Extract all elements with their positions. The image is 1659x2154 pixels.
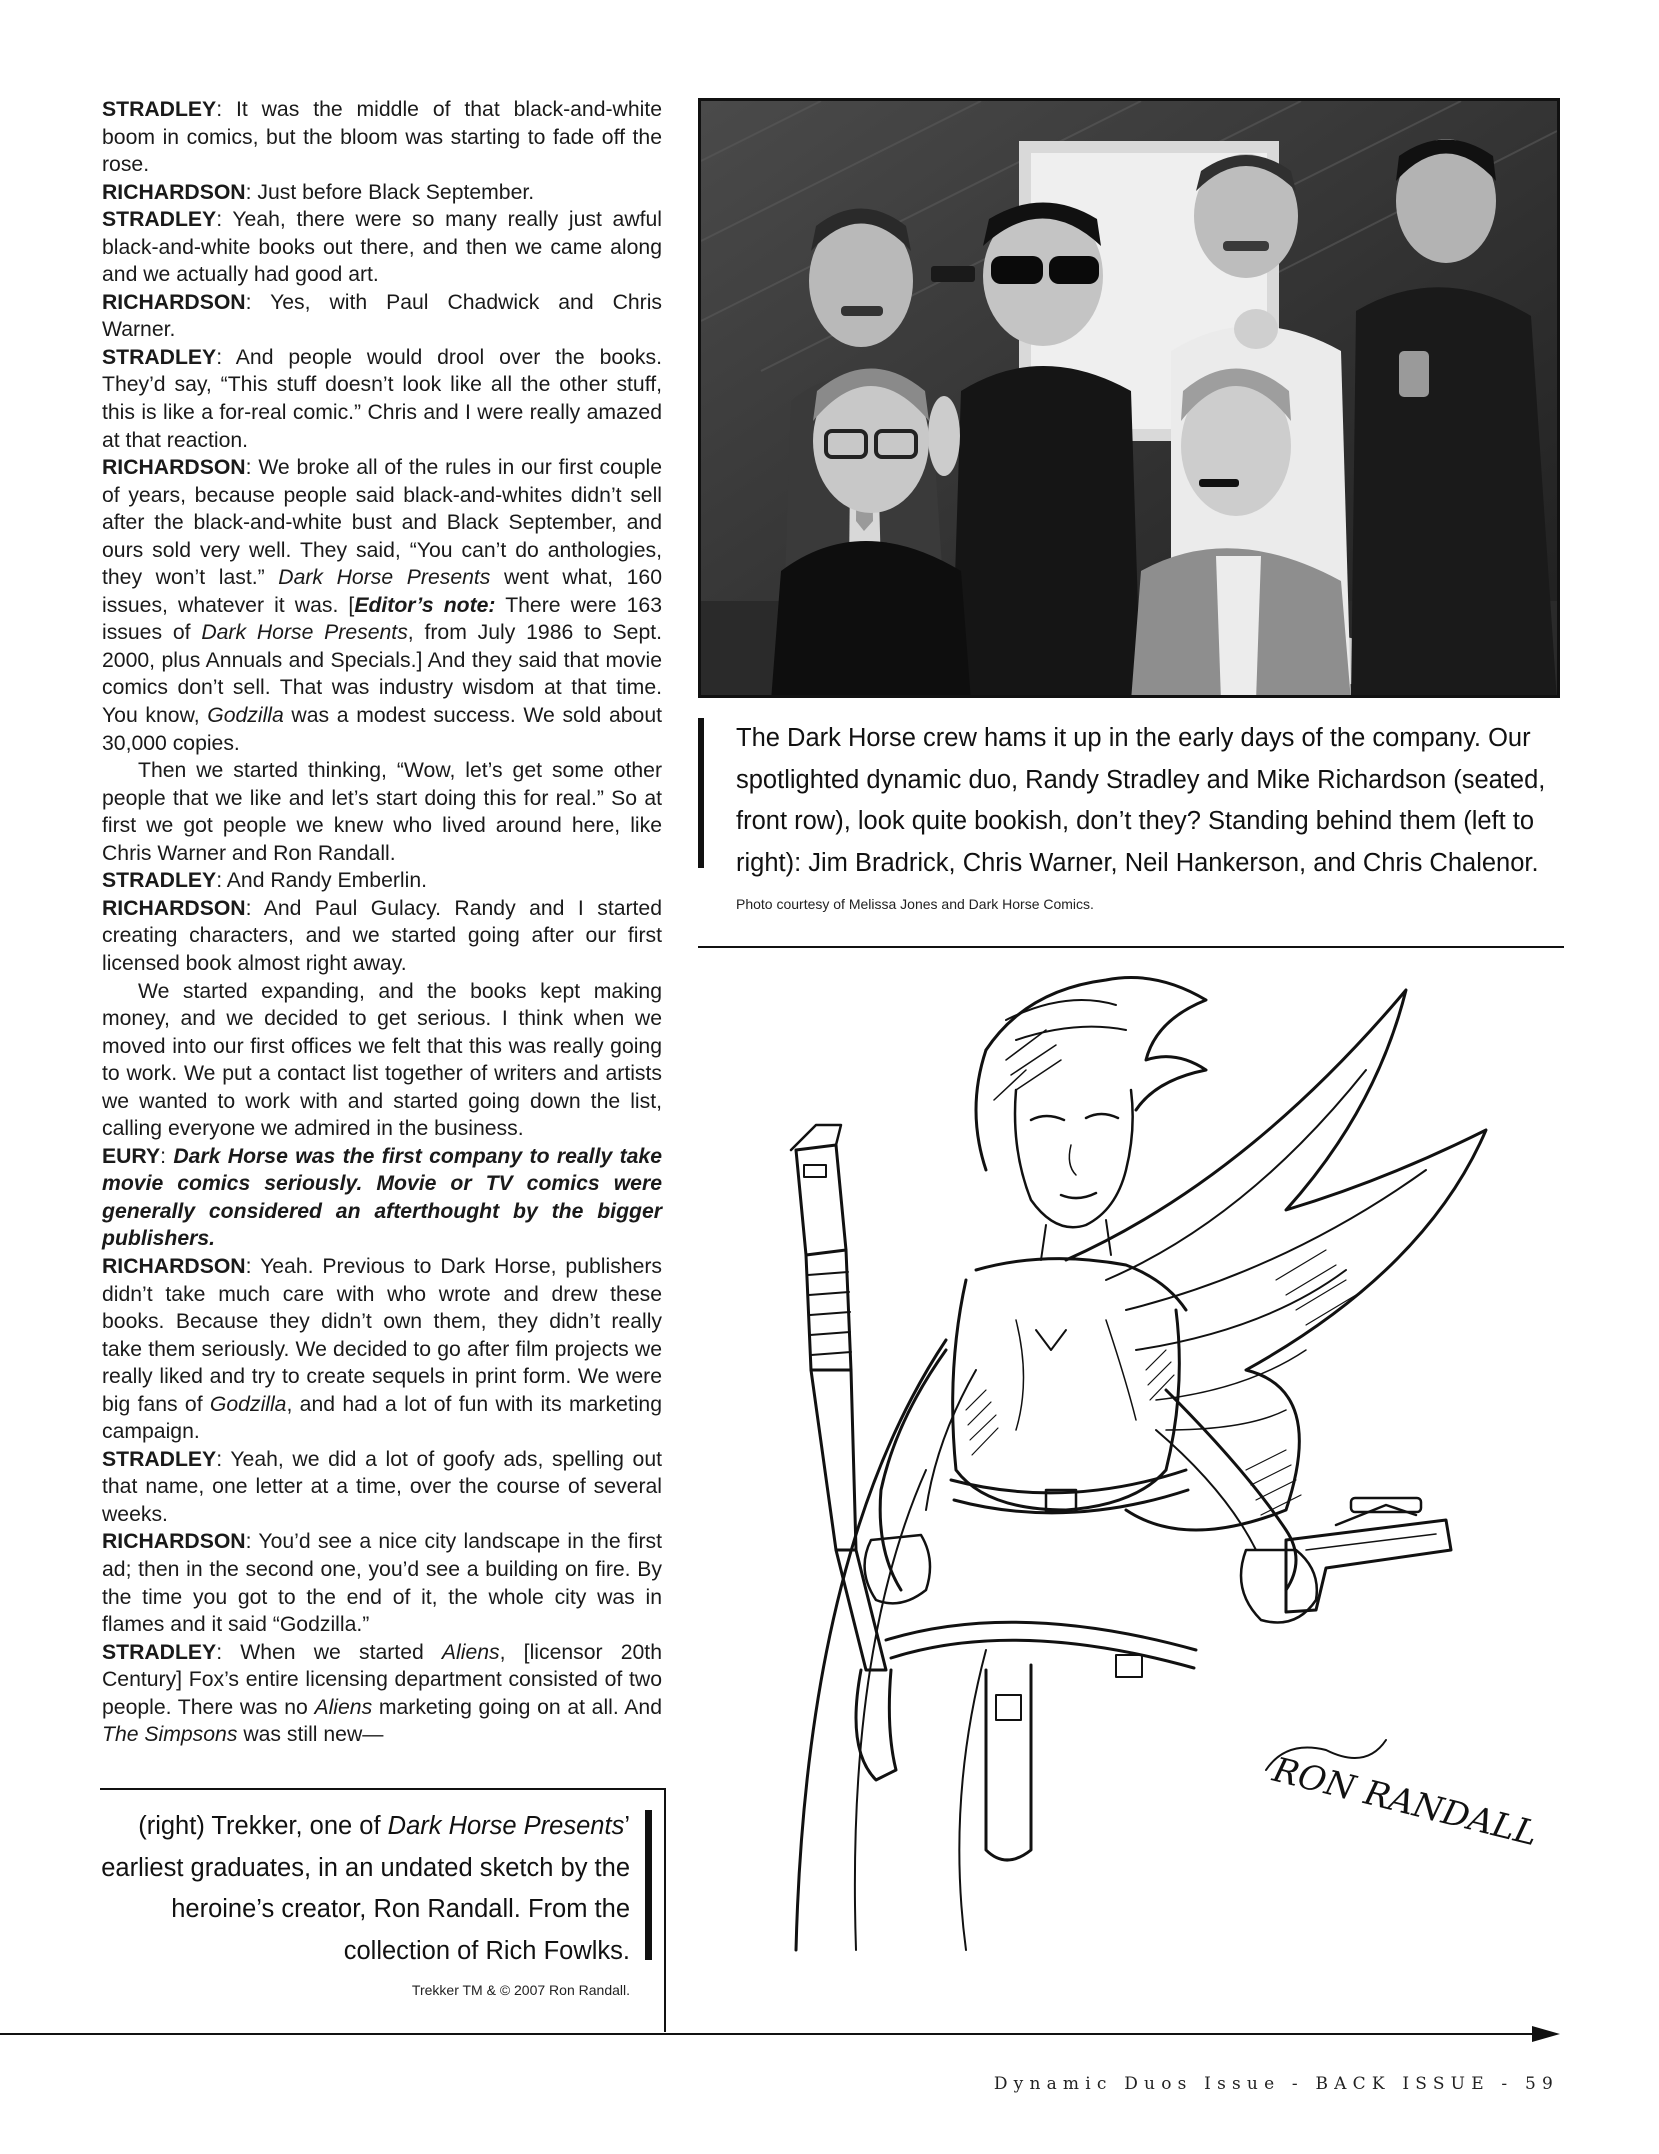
artist-signature bbox=[1266, 1740, 1541, 1854]
book-title: Aliens bbox=[314, 1695, 373, 1719]
group-photo bbox=[698, 98, 1560, 698]
interview-paragraph: EURY: Dark Horse was the first company to really take movie comics seriously. Movie or TV comics were generally considered an afterthought by the bigger publishers. bbox=[102, 1144, 662, 1251]
speaker-name: STRADLEY bbox=[102, 98, 217, 121]
book-title: Dark Horse Presents bbox=[278, 566, 491, 590]
book-title: Aliens bbox=[441, 1640, 500, 1664]
speaker-name: RICHARDSON bbox=[102, 1530, 246, 1554]
speaker-name: RICHARDSON bbox=[102, 180, 246, 204]
trekker-sketch bbox=[686, 950, 1586, 2000]
interview-paragraph: Then we started thinking, “Wow, let’s get some other people that we like and let’s start doing this for real.” So at first we got people we knew who lived around here, like Chris Warner and Ron Randall. bbox=[102, 759, 662, 865]
sketch-caption: (right) Trekker, one of Dark Horse Presents’ earliest graduates, in an undated sketch by the heroine’s creator, Ron Randall. From the collection of Rich Fowlks. bbox=[101, 1812, 630, 1965]
speaker-name: STRADLEY bbox=[102, 1640, 217, 1664]
photo-credit: Photo courtesy of Melissa Jones and Dark Horse Comics. bbox=[736, 896, 1094, 912]
caption-rule bbox=[698, 946, 1564, 948]
speaker-name: STRADLEY bbox=[102, 208, 217, 232]
interview-paragraph: STRADLEY: And people would drool over the books. They’d say, “This stuff doesn’t look like all the other stuff, this is like a for-real comic.” Chris and I were really amazed at that reaction. bbox=[102, 345, 662, 452]
interview-paragraph: STRADLEY: Yeah, there were so many really just awful black-and-white books out there, and then we came along and we actually had good art. bbox=[102, 208, 662, 287]
speaker-name: RICHARDSON bbox=[102, 1254, 246, 1278]
photo-caption: The Dark Horse crew hams it up in the early days of the company. Our spotlighted dynamic duo, Randy Stradley and Mike Richardson (seated, front row), look quite bookish, don’t they? Standing behind them (left to right): Jim Bradrick, Chris Warner, Neil Hankerson, and Chris Chalenor. bbox=[736, 724, 1546, 877]
trekker-sketch-illustration bbox=[686, 950, 1586, 2000]
caption-accent-bar bbox=[645, 1810, 652, 1960]
book-title: Godzilla bbox=[209, 1392, 287, 1416]
interview-paragraph: RICHARDSON: Just before Black September. bbox=[102, 180, 535, 204]
speaker-name: STRADLEY bbox=[102, 345, 217, 369]
book-title: The Simpsons bbox=[102, 1723, 238, 1747]
interview-paragraph: RICHARDSON: You’d see a nice city landscape in the first ad; then in the second one, you’d see a building on fire. By the time you got to the end of it, the whole city was in flames and it said “Godzilla.” bbox=[102, 1530, 663, 1637]
interview-paragraph: RICHARDSON: Yeah. Previous to Dark Horse, publishers didn’t take much care with who wrote and drew these books. Because they didn’t own them, they didn’t really take them seriously. We decided to go after film projects we really liked and try to create sequels in print form. We were big fans of Godzilla, and had a lot of fun with its marketing campaign. bbox=[102, 1254, 663, 1444]
interviewer-question: Dark Horse was the first company to really take movie comics seriously. Movie or TV comics were generally considered an afterthought by the bigger publishers. bbox=[102, 1144, 662, 1251]
caption-divider bbox=[664, 1788, 666, 2032]
interview-paragraph: We started expanding, and the books kept making money, and we decided to get serious. I think when we moved into our first offices we felt that this was really going to work. We put a contact list together of writers and artists we wanted to work with and started going down the list, calling everyone we admired in the business. bbox=[102, 979, 662, 1141]
interview-paragraph: STRADLEY: And Randy Emberlin. bbox=[102, 869, 428, 893]
page-folio: Dynamic Duos Issue - BACK ISSUE - 59 bbox=[993, 2074, 1559, 2094]
interview-paragraph: STRADLEY: Yeah, we did a lot of goofy ads, spelling out that name, one letter at a time, over the course of several weeks. bbox=[102, 1447, 662, 1526]
photo-caption-block bbox=[698, 708, 1564, 948]
sketch-credit: Trekker TM & © 2007 Ron Randall. bbox=[411, 1982, 630, 1998]
page-arrow bbox=[0, 2024, 1560, 2044]
interview-paragraph: RICHARDSON: We broke all of the rules in our first couple of years, because people said black-and-whites didn’t sell after the black-and-white bust and Black September, and ours sold very well. They said, “You can’t do anthologies, they won’t last.” Dark Horse Presents went what, 160 issues, whatever it was. [Editor’s note: There were 163 issues of Dark Horse Presents, from July 1986 to Sept. 2000, plus Annuals and Specials.] And they said that movie comics don’t sell. That was industry wisdom at that time. You know, Godzilla was a modest success. We sold about 30,000 copies. bbox=[102, 456, 663, 755]
speaker-name: STRADLEY bbox=[102, 1447, 217, 1471]
speaker-name: RICHARDSON bbox=[102, 456, 246, 480]
speaker-name: RICHARDSON bbox=[102, 290, 246, 314]
sketch-caption-block bbox=[100, 1788, 666, 2032]
interview-column bbox=[102, 96, 662, 1749]
signature-text: RON RANDALL bbox=[1268, 1749, 1542, 1855]
book-title: Dark Horse Presents bbox=[201, 621, 408, 645]
speaker-name: EURY bbox=[102, 1144, 161, 1168]
interview-paragraph: STRADLEY: It was the middle of that black-and-white boom in comics, but the bloom was starting to fade off the rose. bbox=[102, 98, 662, 177]
caption-rule bbox=[100, 1788, 666, 1790]
interview-paragraph: RICHARDSON: And Paul Gulacy. Randy and I started creating characters, and we started going after our first licensed book almost right away. bbox=[102, 896, 662, 975]
speaker-name: RICHARDSON bbox=[102, 896, 246, 920]
caption-accent-bar bbox=[698, 718, 704, 868]
group-photo-illustration bbox=[701, 101, 1557, 695]
editors-note-label: Editor’s note: bbox=[354, 593, 496, 617]
book-title: Godzilla bbox=[207, 704, 284, 728]
book-title: Dark Horse Presents bbox=[387, 1812, 625, 1840]
speaker-name: STRADLEY bbox=[102, 869, 217, 893]
interview-paragraph: STRADLEY: When we started Aliens, [licensor 20th Century] Fox’s entire licensing department consisted of two people. There was no Aliens marketing going on at all. And The Simpsons was still new— bbox=[102, 1640, 662, 1747]
interview-paragraph: RICHARDSON: Yes, with Paul Chadwick and Chris Warner. bbox=[102, 290, 663, 342]
